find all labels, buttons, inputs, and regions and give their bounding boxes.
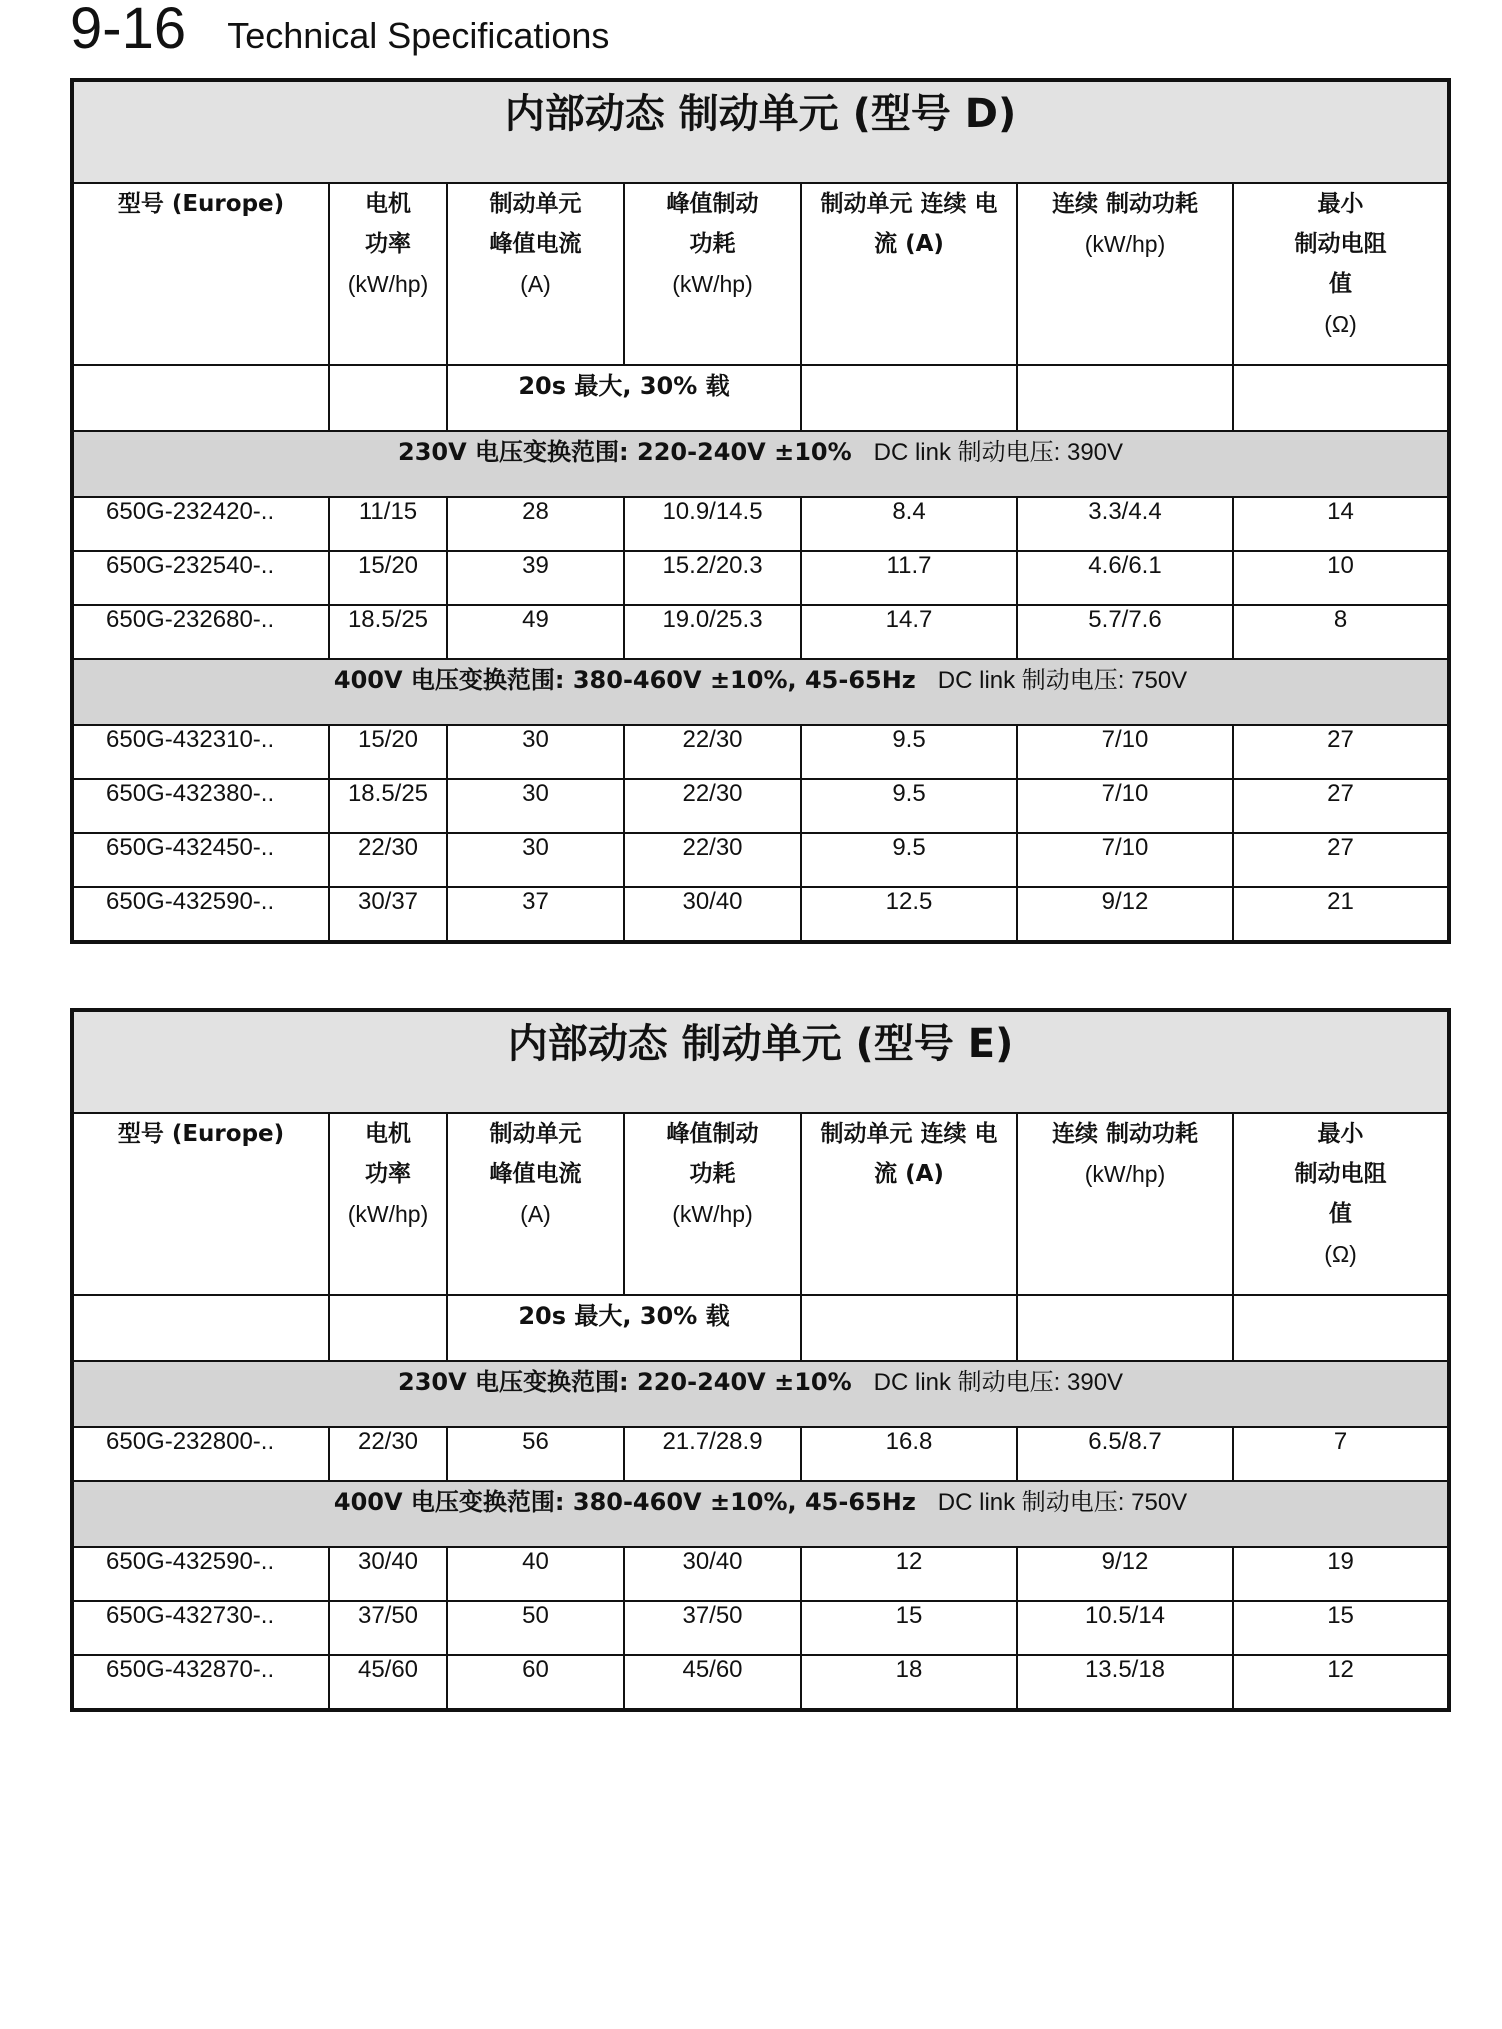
empty-cell <box>1233 365 1449 431</box>
model-cell: 650G-432380-.. <box>72 779 329 833</box>
dc-link-voltage: DC link 制动电压: 750V <box>937 1489 1188 1516</box>
column-header-peak-power <box>624 183 801 365</box>
table-row <box>72 1601 1449 1655</box>
header-line: (kW/hp) <box>1084 1161 1166 1187</box>
value-cell-peak-power: 45/60 <box>624 1655 801 1710</box>
value-cell-motor: 30/40 <box>329 1547 447 1601</box>
value-cell-cont-current: 16.8 <box>801 1427 1017 1481</box>
column-header-peak-power <box>624 1113 801 1295</box>
value-cell-peak-current: 30 <box>447 833 624 887</box>
header-line: 制动单元 连续 电 <box>820 191 998 217</box>
table-row <box>72 1547 1449 1601</box>
voltage-range-row <box>72 1481 1449 1547</box>
table-row <box>72 833 1449 887</box>
value-cell-motor: 30/37 <box>329 887 447 942</box>
table-row <box>72 551 1449 605</box>
voltage-range: 230V 电压变换范围: 220-240V ±10% <box>398 438 852 466</box>
column-header-peak-current <box>447 183 624 365</box>
model-cell: 650G-232680-.. <box>72 605 329 659</box>
value-cell-cont-current: 11.7 <box>801 551 1017 605</box>
dc-link-voltage: DC link 制动电压: 750V <box>937 667 1188 694</box>
table-row <box>72 887 1449 942</box>
model-cell: 650G-432310-.. <box>72 725 329 779</box>
model-cell: 650G-432730-.. <box>72 1601 329 1655</box>
column-header-motor <box>329 183 447 365</box>
value-cell-cont-power: 7/10 <box>1017 779 1233 833</box>
voltage-range: 400V 电压变换范围: 380-460V ±10%, 45-65Hz <box>333 1488 916 1516</box>
voltage-range-row <box>72 659 1449 725</box>
column-header-peak-current <box>447 1113 624 1295</box>
value-cell-cont-current: 12.5 <box>801 887 1017 942</box>
page-number: 9-16 <box>70 0 187 61</box>
value-cell-cont-power: 6.5/8.7 <box>1017 1427 1233 1481</box>
value-cell-motor: 22/30 <box>329 833 447 887</box>
model-cell: 650G-232540-.. <box>72 551 329 605</box>
voltage-range: 400V 电压变换范围: 380-460V ±10%, 45-65Hz <box>333 666 916 694</box>
value-cell-peak-power: 19.0/25.3 <box>624 605 801 659</box>
value-cell-motor: 11/15 <box>329 497 447 551</box>
table-row <box>72 1655 1449 1710</box>
header-line: 值 <box>1329 271 1353 297</box>
value-cell-motor: 15/20 <box>329 551 447 605</box>
value-cell-peak-current: 60 <box>447 1655 624 1710</box>
value-cell-motor: 18.5/25 <box>329 605 447 659</box>
value-cell-cont-current: 15 <box>801 1601 1017 1655</box>
header-line: 制动单元 <box>489 191 582 217</box>
value-cell-motor: 18.5/25 <box>329 779 447 833</box>
voltage-range: 230V 电压变换范围: 220-240V ±10% <box>398 1368 852 1396</box>
header-line: 功率 <box>365 1161 411 1187</box>
model-cell: 650G-232420-.. <box>72 497 329 551</box>
table-row <box>72 497 1449 551</box>
header-line: (A) <box>520 1201 551 1227</box>
value-cell-motor: 37/50 <box>329 1601 447 1655</box>
value-cell-peak-current: 30 <box>447 725 624 779</box>
value-cell-min-res: 12 <box>1233 1655 1449 1710</box>
empty-cell <box>329 365 447 431</box>
header-line: 峰值制动 <box>666 1121 759 1147</box>
value-cell-min-res: 27 <box>1233 833 1449 887</box>
header-line: 制动电阻 <box>1294 231 1387 257</box>
dc-link-voltage: DC link 制动电压: 390V <box>873 1369 1124 1396</box>
empty-cell <box>1233 1295 1449 1361</box>
value-cell-cont-current: 9.5 <box>801 833 1017 887</box>
value-cell-cont-power: 4.6/6.1 <box>1017 551 1233 605</box>
value-cell-peak-current: 28 <box>447 497 624 551</box>
empty-cell <box>1017 1295 1233 1361</box>
table-row <box>72 779 1449 833</box>
column-header-min-res <box>1233 1113 1449 1295</box>
value-cell-peak-current: 49 <box>447 605 624 659</box>
value-cell-min-res: 15 <box>1233 1601 1449 1655</box>
value-cell-peak-power: 22/30 <box>624 833 801 887</box>
header-line: 制动电阻 <box>1294 1161 1387 1187</box>
value-cell-cont-power: 7/10 <box>1017 725 1233 779</box>
header-line: (kW/hp) <box>672 1201 753 1227</box>
empty-cell <box>801 1295 1017 1361</box>
value-cell-min-res: 27 <box>1233 725 1449 779</box>
header-line: 流 (A) <box>874 1161 944 1187</box>
value-cell-min-res: 14 <box>1233 497 1449 551</box>
value-cell-cont-current: 12 <box>801 1547 1017 1601</box>
header-line: 峰值电流 <box>489 231 582 257</box>
empty-cell <box>1017 365 1233 431</box>
duty-cycle-note: 20s 最大, 30% 载 <box>447 1295 801 1361</box>
header-line: (kW/hp) <box>347 271 429 297</box>
table-title: 内部动态 制动单元 (型号 E) <box>72 1010 1449 1113</box>
model-cell: 650G-432590-.. <box>72 1547 329 1601</box>
value-cell-peak-current: 56 <box>447 1427 624 1481</box>
header-line: (kW/hp) <box>347 1201 429 1227</box>
header-line: 电机 <box>365 191 411 217</box>
header-line: 功率 <box>365 231 411 257</box>
value-cell-peak-power: 30/40 <box>624 887 801 942</box>
value-cell-peak-power: 15.2/20.3 <box>624 551 801 605</box>
value-cell-cont-power: 13.5/18 <box>1017 1655 1233 1710</box>
model-cell: 650G-432870-.. <box>72 1655 329 1710</box>
value-cell-peak-current: 37 <box>447 887 624 942</box>
column-header-cont-current <box>801 183 1017 365</box>
value-cell-peak-power: 22/30 <box>624 725 801 779</box>
model-cell: 650G-432590-.. <box>72 887 329 942</box>
page-title: Technical Specifications <box>227 15 610 56</box>
value-cell-min-res: 8 <box>1233 605 1449 659</box>
header-line: (A) <box>520 271 551 297</box>
spec-table <box>70 78 1451 944</box>
value-cell-motor: 15/20 <box>329 725 447 779</box>
header-line: 连续 制动功耗 <box>1051 191 1198 217</box>
duty-cycle-note: 20s 最大, 30% 载 <box>447 365 801 431</box>
value-cell-min-res: 19 <box>1233 1547 1449 1601</box>
empty-cell <box>801 365 1017 431</box>
page-header <box>70 0 609 60</box>
table-title: 内部动态 制动单元 (型号 D) <box>72 80 1449 183</box>
table-row <box>72 725 1449 779</box>
value-cell-cont-power: 5.7/7.6 <box>1017 605 1233 659</box>
column-header-model <box>72 183 329 365</box>
value-cell-cont-current: 9.5 <box>801 779 1017 833</box>
header-line: 制动单元 连续 电 <box>820 1121 998 1147</box>
value-cell-peak-current: 50 <box>447 1601 624 1655</box>
value-cell-peak-current: 39 <box>447 551 624 605</box>
model-cell: 650G-232800-.. <box>72 1427 329 1481</box>
table-row <box>72 605 1449 659</box>
value-cell-cont-current: 8.4 <box>801 497 1017 551</box>
empty-cell <box>329 1295 447 1361</box>
column-header-model <box>72 1113 329 1295</box>
table-row <box>72 1427 1449 1481</box>
value-cell-cont-current: 18 <box>801 1655 1017 1710</box>
column-header-motor <box>329 1113 447 1295</box>
value-cell-cont-current: 14.7 <box>801 605 1017 659</box>
header-line: (kW/hp) <box>1084 231 1166 257</box>
voltage-range-row <box>72 431 1449 497</box>
value-cell-min-res: 7 <box>1233 1427 1449 1481</box>
value-cell-cont-power: 7/10 <box>1017 833 1233 887</box>
value-cell-cont-power: 3.3/4.4 <box>1017 497 1233 551</box>
column-header-cont-current <box>801 1113 1017 1295</box>
value-cell-min-res: 10 <box>1233 551 1449 605</box>
header-line: 功耗 <box>689 1161 736 1187</box>
value-cell-cont-power: 10.5/14 <box>1017 1601 1233 1655</box>
value-cell-cont-current: 9.5 <box>801 725 1017 779</box>
column-header-cont-power <box>1017 1113 1233 1295</box>
column-header-min-res <box>1233 183 1449 365</box>
dc-link-voltage: DC link 制动电压: 390V <box>873 439 1124 466</box>
header-line: 最小 <box>1317 1121 1364 1147</box>
value-cell-motor: 22/30 <box>329 1427 447 1481</box>
header-line: 峰值电流 <box>489 1161 582 1187</box>
header-line: 型号 (Europe) <box>117 1121 285 1147</box>
value-cell-peak-current: 30 <box>447 779 624 833</box>
header-line: 流 (A) <box>874 231 944 257</box>
value-cell-peak-power: 22/30 <box>624 779 801 833</box>
model-cell: 650G-432450-.. <box>72 833 329 887</box>
header-line: (Ω) <box>1324 311 1357 337</box>
value-cell-motor: 45/60 <box>329 1655 447 1710</box>
column-header-cont-power <box>1017 183 1233 365</box>
header-line: 峰值制动 <box>666 191 759 217</box>
value-cell-cont-power: 9/12 <box>1017 1547 1233 1601</box>
empty-cell <box>72 1295 329 1361</box>
header-line: (Ω) <box>1324 1241 1357 1267</box>
voltage-range-row <box>72 1361 1449 1427</box>
spec-table <box>70 1008 1451 1712</box>
value-cell-min-res: 21 <box>1233 887 1449 942</box>
empty-cell <box>72 365 329 431</box>
header-line: 连续 制动功耗 <box>1051 1121 1198 1147</box>
value-cell-cont-power: 9/12 <box>1017 887 1233 942</box>
value-cell-peak-power: 10.9/14.5 <box>624 497 801 551</box>
value-cell-min-res: 27 <box>1233 779 1449 833</box>
value-cell-peak-power: 30/40 <box>624 1547 801 1601</box>
header-line: 型号 (Europe) <box>117 191 285 217</box>
header-line: 值 <box>1329 1201 1353 1227</box>
header-line: (kW/hp) <box>672 271 753 297</box>
value-cell-peak-power: 37/50 <box>624 1601 801 1655</box>
value-cell-peak-current: 40 <box>447 1547 624 1601</box>
header-line: 最小 <box>1317 191 1364 217</box>
header-line: 功耗 <box>689 231 736 257</box>
header-line: 电机 <box>365 1121 411 1147</box>
header-line: 制动单元 <box>489 1121 582 1147</box>
value-cell-peak-power: 21.7/28.9 <box>624 1427 801 1481</box>
